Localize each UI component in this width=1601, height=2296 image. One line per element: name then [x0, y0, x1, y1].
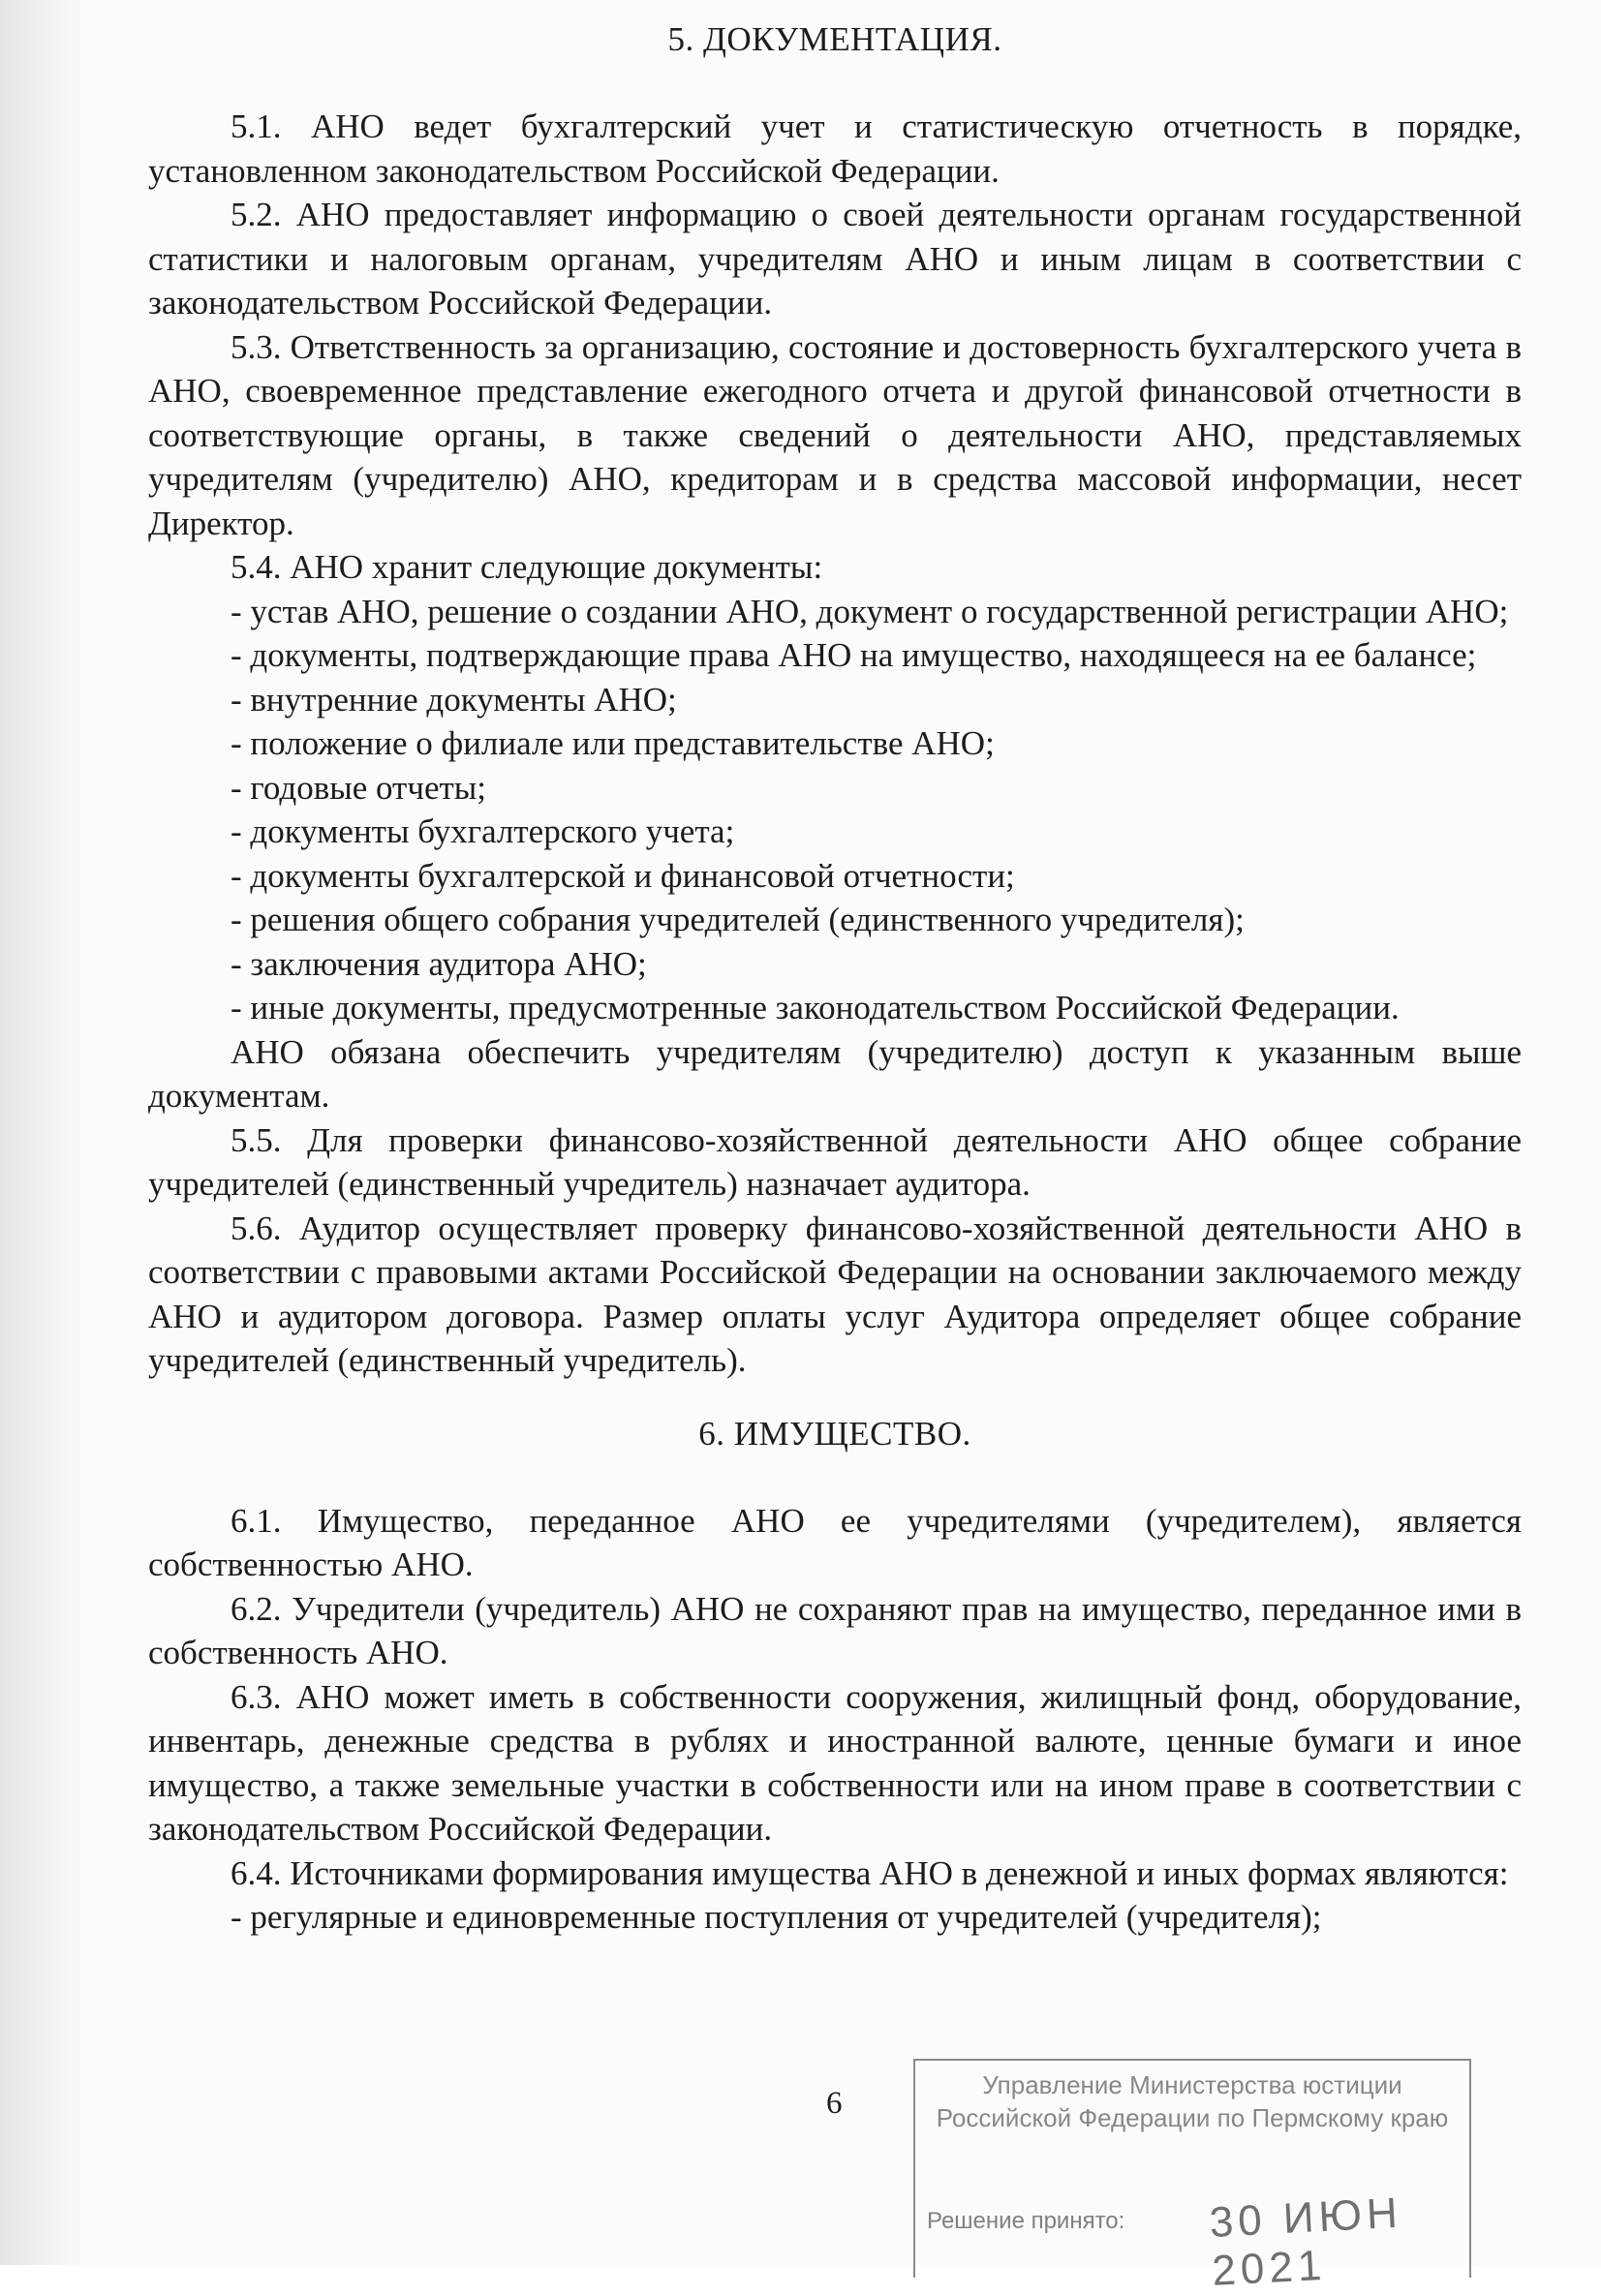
- paragraph-5-3: 5.3. Ответственность за организацию, состояние и достоверность бухгалтерского учета в АНО, своевременное представление ежегодного отчета и другой финансовой отчетности в соответствующие органы, в также сведений о деятельности АНО, представляемых учредителям (учредителю) АНО, кредиторам и в средства массовой информации, несет Директор.: [148, 327, 1522, 542]
- documents-list-item: - заключения аудитора АНО;: [231, 944, 647, 983]
- registration-stamp: [913, 2059, 1471, 2295]
- paragraph-5-4: 5.4. АНО хранит следующие документы:: [231, 548, 823, 586]
- documents-list: [148, 590, 1522, 1030]
- page-content: [148, 8, 1522, 1940]
- sources-list: [148, 1895, 1522, 1940]
- sources-list-item: - регулярные и единовременные поступления от учредителей (учредителя);: [231, 1898, 1322, 1936]
- documents-list-item: - документы бухгалтерского учета;: [231, 812, 735, 850]
- stamp-decision-label: Решение принято:: [927, 2208, 1125, 2234]
- paragraph-6-3: 6.3. АНО может иметь в собственности сооружения, жилищный фонд, оборудование, инвентарь, денежные средства в рублях и иностранной валюте, ценные бумаги и иное имущество, а также земельные участки в собственности или на ином праве в соответствии с законодательством Российской Федерации.: [148, 1677, 1522, 1848]
- paragraph-6-2: 6.2. Учредители (учредитель) АНО не сохраняют прав на имущество, переданное ими в собственность АНО.: [148, 1589, 1522, 1671]
- paragraph-5-6: 5.6. Аудитор осуществляет проверку финансово-хозяйственной деятельности АНО в соответствии с правовыми актами Российской Федерации на основании заключаемого между АНО и аудитором договора. Размер оплаты услуг Аудитора определяет общее собрание учредителей (единственный учредитель).: [148, 1209, 1522, 1379]
- scan-shadow: [0, 0, 89, 2265]
- documents-list-item: - документы бухгалтерской и финансовой отчетности;: [231, 856, 1015, 895]
- page-number: 6: [826, 2086, 843, 2121]
- documents-list-item: - документы, подтверждающие права АНО на имущество, находящееся на ее балансе;: [231, 636, 1477, 674]
- documents-list-item: - положение о филиале или представительстве АНО;: [231, 724, 995, 762]
- paragraph-5-5: 5.5. Для проверки финансово-хозяйственной деятельности АНО общее собрание учредителей (единственный учредитель) назначает аудитора.: [148, 1120, 1522, 1203]
- documents-list-item: - решения общего собрания учредителей (единственного учредителя);: [231, 901, 1245, 938]
- stamp-authority-text: Управление Министерства юстиции Российской Федерации по Пермскому краю: [936, 2070, 1449, 2132]
- paragraph-5-1: 5.1. АНО ведет бухгалтерский учет и статистическую отчетность в порядке, установленном законодательством Российской Федерации.: [148, 107, 1522, 190]
- documents-list-item: - годовые отчеты;: [231, 768, 487, 807]
- documents-list-item: - внутренние документы АНО;: [231, 680, 677, 719]
- paragraph-6-4: 6.4. Источниками формирования имущества АНО в денежной и иных формах являются:: [231, 1853, 1509, 1892]
- documents-list-item: - иные документы, предусмотренные законодательством Российской Федерации.: [231, 989, 1400, 1026]
- section-5-heading: 5. ДОКУМЕНТАЦИЯ.: [667, 20, 1002, 58]
- stamp-date: 30 ИЮН 2021: [1208, 2189, 1403, 2295]
- section-6-heading: 6. ИМУЩЕСТВО.: [698, 1414, 971, 1453]
- paragraph-access: АНО обязана обеспечить учредителям (учредителю) доступ к указанным выше документам.: [148, 1032, 1522, 1115]
- paragraph-5-2: 5.2. АНО предоставляет информацию о своей деятельности органам государственной статистики и налоговым органам, учредителям АНО и иным лицам в соответствии с законодательством Российской Федерации.: [148, 196, 1522, 321]
- paragraph-6-1: 6.1. Имущество, переданное АНО ее учредителями (учредителем), является собственностью АНО.: [148, 1501, 1522, 1583]
- documents-list-item: - устав АНО, решение о создании АНО, документ о государственной регистрации АНО;: [231, 592, 1509, 630]
